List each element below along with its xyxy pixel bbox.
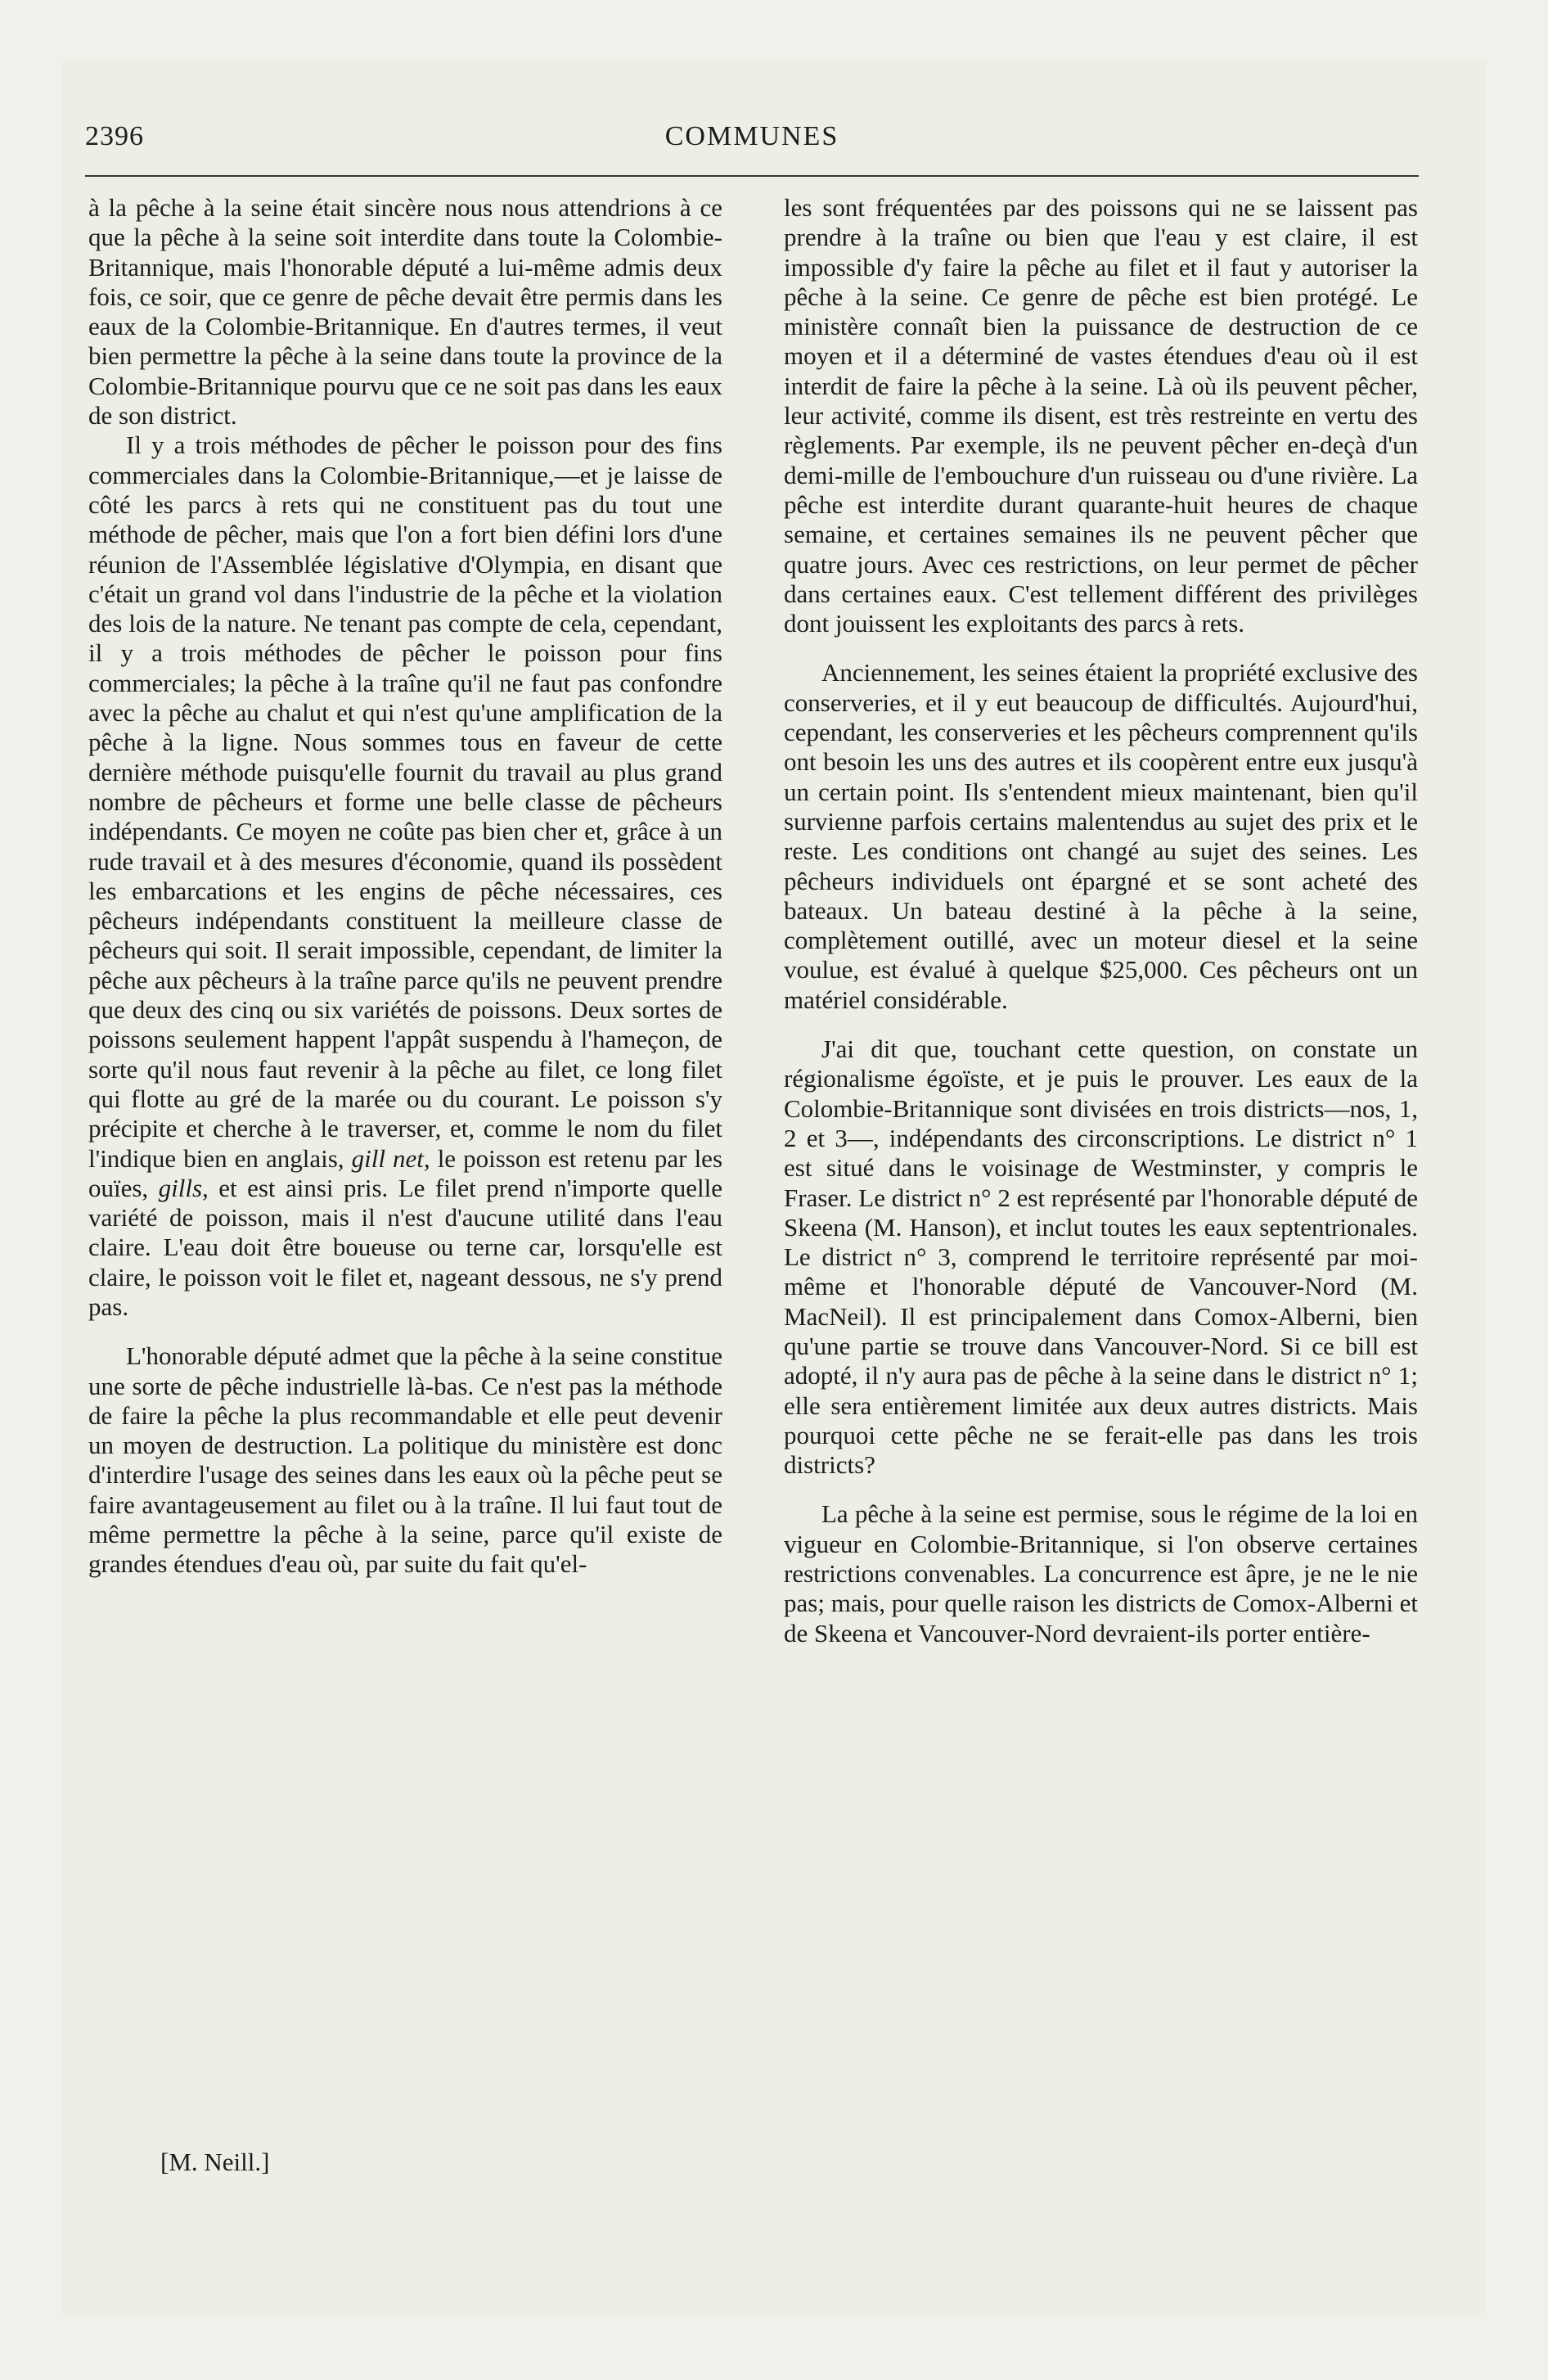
- italic-term-gill-net: gill net,: [351, 1143, 430, 1173]
- right-paragraph-2: Anciennement, les seines étaient la propriété exclusive des conserveries, et il y eut beaucoup de difficultés. Aujourd'hui, cependant, les conserveries et les pêcheurs comprennent qu'ils ont besoin les uns des autres et ils coopèrent entre eux jusqu'à un certain point. Ils s'entendent mieux maintenant, bien qu'il survienne parfois certains malentendus au sujet des prix et le reste. Les conditions ont changé au sujet des seines. Les pêcheurs individuels ont épargné et se sont acheté des bateaux. Un bateau destiné à la pêche à la seine, complètement outillé, avec un moteur diesel et la seine voulue, est évalué à quelque $25,000. Ces pêcheurs ont un matériel considérable.: [784, 658, 1418, 1014]
- right-paragraph-3: J'ai dit que, touchant cette question, on constate un régionalisme égoïste, et je puis le prouver. Les eaux de la Colombie-Britannique sont divisées en trois districts—nos, 1, 2 et 3—, indépendants des circonscriptions. Le district n° 1 est situé dans le voisinage de Westminster, y compris le Fraser. Le district n° 2 est représenté par l'honorable député de Skeena (M. Hanson), et inclut toutes les eaux septentrionales. Le district n° 3, comprend le territoire représenté par moi-même et l'honorable député de Vancouver-Nord (M. MacNeil). Il est principalement dans Comox-Alberni, bien qu'une partie se trouve dans Vancouver-Nord. Si ce bill est adopté, il n'y aura pas de pêche à la seine dans le district n° 1; elle sera entièrement limitée aux deux autres districts. Mais pourquoi cette pêche ne se ferait-elle pas dans les trois districts?: [784, 1034, 1418, 1480]
- left-column: [88, 193, 722, 1580]
- italic-term-gills: gills,: [158, 1173, 209, 1202]
- left-paragraph-1: à la pêche à la seine était sincère nous nous attendrions à ce que la pêche à la seine soit interdite dans toute la Colombie-Britannique, mais l'honorable député a lui-même admis deux fois, ce soir, que ce genre de pêche devait être permis dans les eaux de la Colombie-Britannique. En d'autres termes, il veut bien permettre la pêche à la seine dans toute la province de la Colombie-Britannique pourvu que ce ne soit pas dans les eaux de son district.: [88, 193, 722, 430]
- left-paragraph-2-text-b: le poisson est retenu par les ouïes,: [88, 1143, 723, 1202]
- left-paragraph-2: [88, 430, 722, 1322]
- header-rule: [85, 175, 1419, 177]
- speaker-signature: [M. Neill.]: [160, 2148, 270, 2176]
- left-paragraph-2-text-a: Il y a trois méthodes de pêcher le poisson pour des fins commerciales dans la Colombie-Britannique,—et je laisse de côté les parcs à rets qui ne constituent pas du tout une méthode de pêcher, mais que l'on a fort bien défini lors d'une réunion de l'Assemblée législative d'Olympia, en disant que c'était un grand vol dans l'industrie de la pêche et la violation des lois de la nature. Ne tenant pas compte de cela, cependant, il y a trois méthodes de pêcher le poisson pour fins commerciales; la pêche à la traîne qu'il ne faut pas confondre avec la pêche au chalut et qui n'est qu'une amplification de la pêche à la ligne. Nous sommes tous en faveur de cette dernière méthode puisqu'elle fournit du travail au plus grand nombre de pêcheurs et forme une belle classe de pêcheurs indépendants. Ce moyen ne coûte pas bien cher et, grâce à un rude travail et à des mesures d'économie, quand ils possèdent les embarcations et les engins de pêche nécessaires, ces pêcheurs indépendants constituent la meilleure classe de pêcheurs qui soit. Il serait impossible, cependant, de limiter la pêche aux pêcheurs à la traîne parce qu'ils ne peuvent prendre que deux des cinq ou six variétés de poissons. Deux sortes de poissons seulement happent l'appât suspendu à l'hameçon, de sorte qu'il nous faut revenir à la pêche au filet, ce long filet qui flotte au gré de la marée ou du courant. Le poisson s'y précipite et cherche à le traverser, et, comme le nom du filet l'indique bien en anglais,: [88, 430, 722, 1173]
- left-paragraph-2-text-c: et est ainsi pris. Le filet prend n'importe quelle variété de poisson, mais il n'est d'aucune utilité dans l'eau claire. L'eau doit être boueuse ou terne car, lorsqu'elle est claire, le poisson voit le filet et, nageant dessous, ne s'y prend pas.: [88, 1173, 723, 1321]
- page-number: 2396: [85, 121, 144, 151]
- right-paragraph-1: les sont fréquentées par des poissons qui ne se laissent pas prendre à la traîne ou bien que l'eau y est claire, il est impossible d'y faire la pêche au filet et il faut y autoriser la pêche à la seine. Ce genre de pêche est bien protégé. Le ministère connaît bien la puissance de destruction de ce moyen et il a déterminé de vastes étendues d'eau où il est interdit de faire la pêche à la seine. Là où ils peuvent pêcher, leur activité, comme ils disent, est très restreinte en vertu des règlements. Par exemple, ils ne peuvent pêcher en-deçà d'un demi-mille de l'embouchure d'un ruisseau ou d'une rivière. La pêche est interdite durant quarante-huit heures de chaque semaine, et certaines semaines ils ne peuvent pêcher que quatre jours. Avec ces restrictions, on leur permet de pêcher dans certaines eaux. C'est tellement différent des privilèges dont jouissent les exploitants des parcs à rets.: [784, 193, 1418, 638]
- right-paragraph-4: La pêche à la seine est permise, sous le régime de la loi en vigueur en Colombie-Britannique, si l'on observe certaines restrictions convenables. La concurrence est âpre, je ne le nie pas; mais, pour quelle raison les districts de Comox-Alberni et de Skeena et Vancouver-Nord devraient-ils porter entière-: [784, 1499, 1418, 1648]
- page-header: [85, 121, 1419, 174]
- page-title: COMMUNES: [664, 121, 839, 151]
- left-paragraph-3: L'honorable député admet que la pêche à la seine constitue une sorte de pêche industrielle là-bas. Ce n'est pas la méthode de faire la pêche la plus recommandable et elle peut devenir un moyen de destruction. La politique du ministère est donc d'interdire l'usage des seines dans les eaux où la pêche peut se faire avantageusement au filet ou à la traîne. Il lui faut tout de même permettre la pêche à la seine, parce qu'il existe de grandes étendues d'eau où, par suite du fait qu'el-: [88, 1341, 722, 1579]
- right-column: [784, 193, 1418, 1648]
